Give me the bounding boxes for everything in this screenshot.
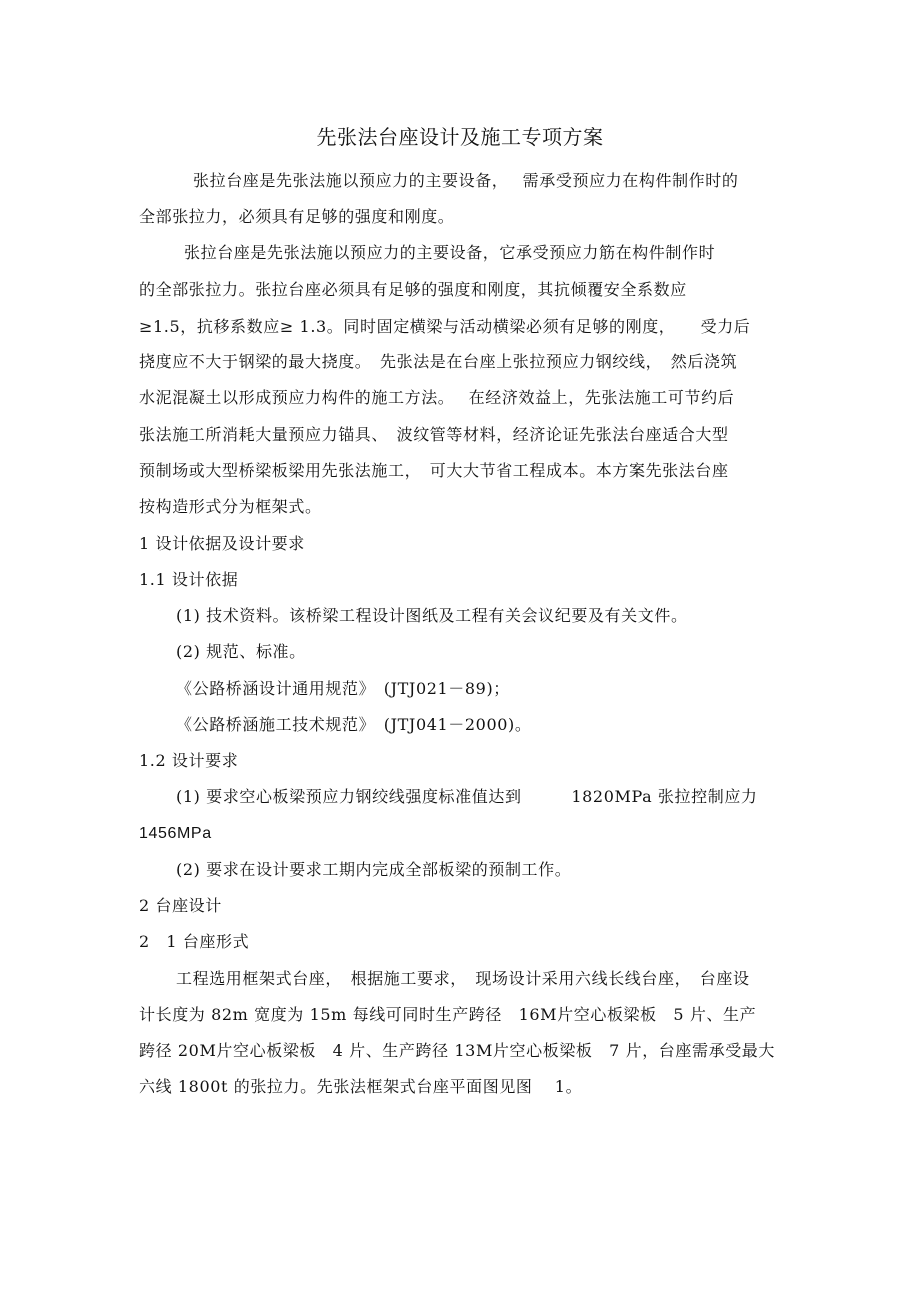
- section-heading: 2 台座设计: [139, 896, 222, 915]
- paragraph-line: 的全部张拉力。张拉台座必须具有足够的强度和刚度，其抗倾覆安全系数应: [139, 280, 687, 299]
- paragraph-line: 预制场或大型桥梁板梁用先张法施工， 可大大节省工程成本。本方案先张法台座: [139, 461, 729, 480]
- paragraph-line: 跨径 20M片空心板梁板 4 片、生产跨径 13M片空心板梁板 7 片，台座需承受最大: [139, 1041, 775, 1060]
- document-title: 先张法台座设计及施工专项方案: [316, 125, 604, 149]
- section-heading: 1 设计依据及设计要求: [139, 534, 305, 553]
- list-item: (2) 要求在设计要求工期内完成全部板梁的预制工作。: [176, 860, 572, 879]
- list-item-continuation: 1456MPa: [139, 825, 212, 842]
- list-item: (2) 规范、标准。: [176, 642, 306, 661]
- subsection-heading: 2 1 台座形式: [139, 932, 250, 951]
- paragraph-line: 按构造形式分为框架式。: [139, 497, 322, 516]
- paragraph-line: 张拉台座是先张法施以预应力的主要设备，它承受预应力筋在构件制作时: [184, 243, 716, 262]
- subsection-heading: 1.2 设计要求: [139, 751, 239, 770]
- standard-reference: 《公路桥涵施工技术规范》 (JTJ041－2000)。: [176, 715, 532, 734]
- paragraph-line: 全部张拉力，必须具有足够的强度和刚度。: [139, 207, 455, 226]
- list-item: (1) 技术资料。该桥梁工程设计图纸及工程有关会议纪要及有关文件。: [176, 606, 688, 625]
- subsection-heading: 1.1 设计依据: [139, 570, 239, 589]
- list-item: (1) 要求空心板梁预应力钢绞线强度标准值达到 1820MPa 张拉控制应力: [176, 787, 758, 806]
- paragraph-line: 张法施工所消耗大量预应力锚具、 波纹管等材料，经济论证先张法台座适合大型: [139, 425, 729, 444]
- standard-reference: 《公路桥涵设计通用规范》 (JTJ021－89)；: [176, 679, 510, 698]
- paragraph-line: 挠度应不大于钢梁的最大挠度。 先张法是在台座上张拉预应力钢绞线， 然后浇筑: [139, 352, 738, 371]
- paragraph-line: 张拉台座是先张法施以预应力的主要设备， 需承受预应力在构件制作时的: [193, 171, 739, 190]
- paragraph-line: 计长度为 82m 宽度为 15m 每线可同时生产跨径 16M片空心板梁板 5 片、生产: [139, 1005, 757, 1024]
- paragraph-line: 工程选用框架式台座， 根据施工要求， 现场设计采用六线长线台座， 台座设: [176, 969, 750, 988]
- paragraph-line: 水泥混凝土以形成预应力构件的施工方法。 在经济效益上，先张法施工可节约后: [139, 388, 735, 407]
- paragraph-line: 六线 1800t 的张拉力。先张法框架式台座平面图见图 1。: [139, 1077, 583, 1096]
- paragraph-line: ≥1.5，抗移系数应≥ 1.3。同时固定横梁与活动横梁必须有足够的刚度， 受力后: [139, 317, 751, 336]
